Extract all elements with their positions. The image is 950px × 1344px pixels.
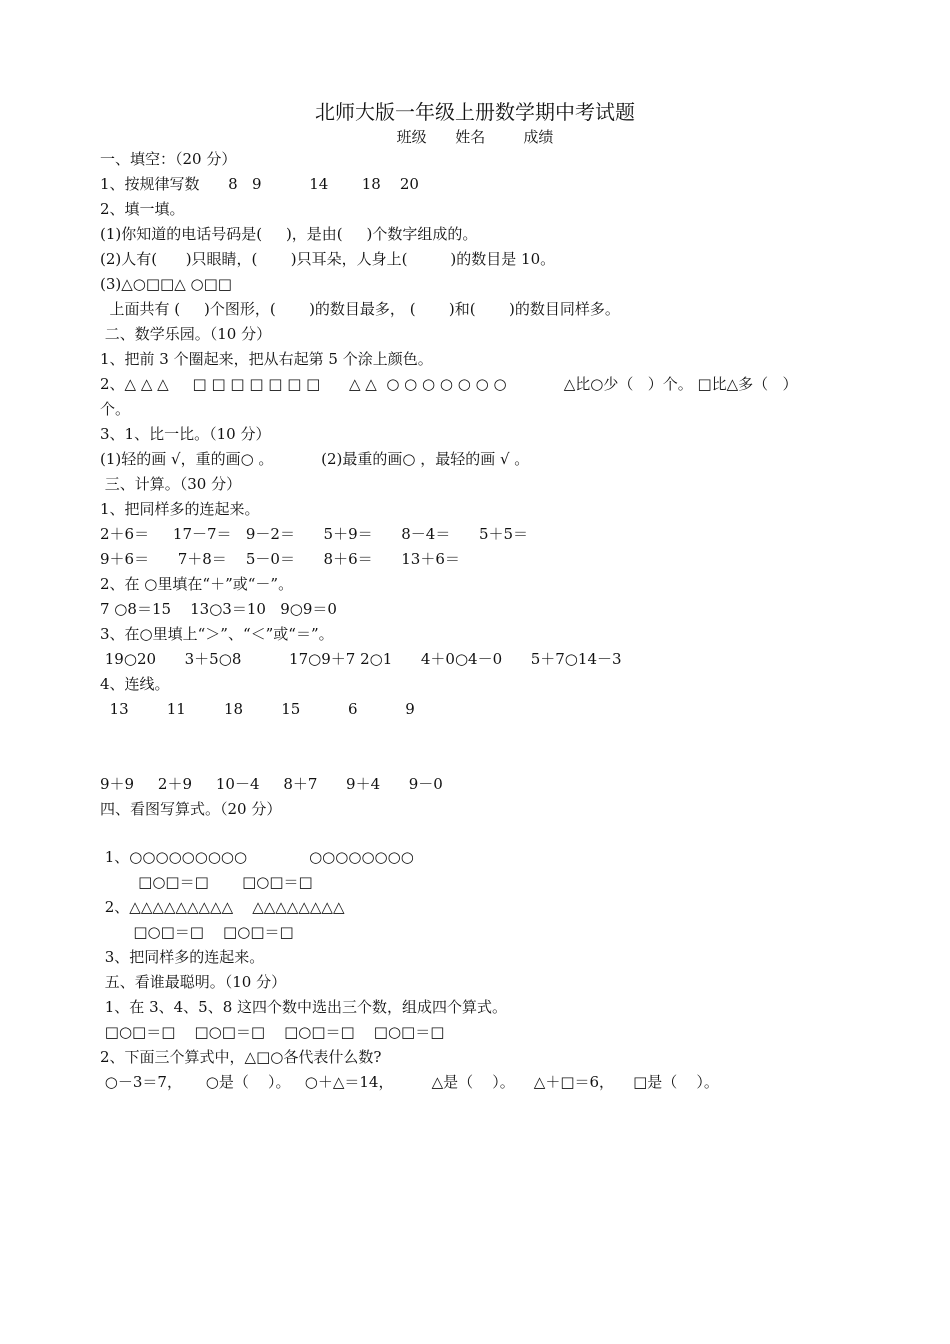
student-info-line: 班级 姓名 成绩	[396, 128, 554, 146]
equation-row: 9＋6＝ 7＋8＝ 5－0＝ 8＋6＝ 13＋6＝	[100, 550, 460, 568]
question-text: (1)轻的画 √，重的画○ 。 (2)最重的画○ ，最轻的画 √ 。	[100, 450, 530, 468]
question-text: 3、1、比一比。（10 分）	[100, 425, 271, 443]
question-text: 1、○○○○○○○○○ ○○○○○○○○	[100, 848, 414, 866]
question-text: 3、把同样多的连起来。	[100, 948, 265, 966]
equation-row: □○□＝□ □○□＝□	[100, 923, 294, 941]
question-text: 1、把前 3 个圈起来，把从右起第 5 个涂上颜色。	[100, 350, 433, 368]
question-text: 4、连线。	[100, 675, 170, 693]
question-text: 1、在 3、4、5、8 这四个数中选出三个数，组成四个算式。	[100, 998, 508, 1016]
equation-row: □○□＝□ □○□＝□ □○□＝□ □○□＝□	[100, 1023, 445, 1041]
question-text: 3、在○里填上“＞”、“＜”或“＝”。	[100, 625, 334, 643]
section-1-heading: 一、填空：（20 分）	[100, 150, 237, 168]
equation-row: 2＋6＝ 17－7＝ 9－2＝ 5＋9＝ 8－4＝ 5＋5＝	[100, 525, 529, 543]
question-text: 个。	[100, 400, 131, 418]
equation-row: 9＋9 2＋9 10－4 8＋7 9＋4 9－0	[100, 775, 443, 793]
section-4-heading: 四、看图写算式。（20 分）	[100, 800, 282, 818]
equation-row: 7 ○8＝15 13○3＝10 9○9＝0	[100, 600, 337, 618]
question-text: (2)人有( )只眼睛，( )只耳朵，人身上( )的数目是 10。	[100, 250, 556, 268]
section-2-heading: 二、数学乐园。（10 分）	[100, 325, 272, 343]
equation-row: □○□＝□ □○□＝□	[100, 873, 313, 891]
number-row: 13 11 18 15 6 9	[100, 700, 415, 718]
question-text: 1、把同样多的连起来。	[100, 500, 260, 518]
question-text: (1)你知道的电话号码是( )，是由( )个数字组成的。	[100, 225, 478, 243]
equation-row: ○－3＝7， ○是（ ）。 ○＋△＝14， △是（ ）。 △＋□＝6， □是（ ）。	[100, 1073, 719, 1091]
question-text: 2、在 ○里填在“＋”或“－”。	[100, 575, 294, 593]
question-text: 2、下面三个算式中，△□○各代表什么数?	[100, 1048, 382, 1066]
section-5-heading: 五、看谁最聪明。（10 分）	[100, 973, 287, 991]
question-text: (3)△○□□△ ○□□	[100, 275, 232, 293]
question-text: 2、△ △ △ □ □ □ □ □ □ □ △ △ ○ ○ ○ ○ ○ ○ ○ △比○少（ ）个。 □比△多（ ）	[100, 375, 798, 393]
question-text: 2、填一填。	[100, 200, 185, 218]
equation-row: 19○20 3＋5○8 17○9＋7 2○1 4＋0○4－0 5＋7○14－3	[100, 650, 622, 668]
page-title: 北师大版一年级上册数学期中考试题	[315, 100, 635, 124]
section-3-heading: 三、计算。（30 分）	[100, 475, 242, 493]
question-text: 上面共有 ( )个图形，( )的数目最多， ( )和( )的数目同样多。	[100, 300, 620, 318]
question-text: 2、△△△△△△△△△ △△△△△△△△	[100, 898, 345, 916]
question-text: 1、按规律写数 8 9 14 18 20	[100, 175, 419, 193]
